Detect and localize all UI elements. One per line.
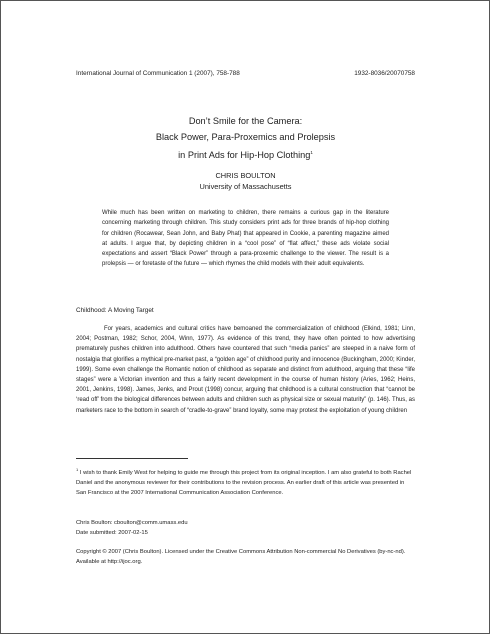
author-email: Chris Boulton: cboulton@comm.umass.edu <box>76 520 188 526</box>
article-title <box>76 113 415 163</box>
issn: 1932-8036/20070758 <box>354 70 415 77</box>
title-line-2: Black Power, Para-Proxemics and Prolepsis <box>155 132 336 142</box>
contact-info <box>76 518 415 538</box>
date-submitted: Date submitted: 2007-02-15 <box>76 530 148 537</box>
footnote-mark: 1 <box>76 467 79 472</box>
running-header <box>76 70 415 77</box>
abstract: While much has been written on marketing to children, there remains a curious gap in the literature concerning marketing through children. This study considers print ads for three brands of hip-hop clothing for children (Rocawear, Sean John, and Baby Phat) that appeared in Cookie, a parenting magazine aimed at adults. I argue that, by depicting children in a “cool pose” of “flat affect,” these ads violate social expectations and assert “Black Power” through a para-proxemic challenge to the viewer. The result is a prolepsis — or foretaste of the future — which rhymes the child models with their adult equivalents. <box>102 210 389 268</box>
title-line-3-text: in Print Ads for Hip-Hop Clothing <box>178 150 311 161</box>
author-name: CHRIS BOULTON <box>215 171 276 180</box>
title-line-3 <box>76 145 415 163</box>
footnote-divider <box>76 458 188 459</box>
footnote <box>76 465 415 499</box>
footnote-text: I wish to thank Emily West for helping to guide me through this project from its original inception. I am also grateful to both Rachel Daniel and the anonymous reviewer for their contributions to the revision process. An earlier draft of this article was presented in San Francisco at the 2007 International Communication Association Conference. <box>76 469 412 497</box>
journal-citation: International Journal of Communication 1 (2007), 758-788 <box>76 70 240 77</box>
title-line-1: Don’t Smile for the Camera: <box>188 116 303 126</box>
body-paragraph: For years, academics and cultural critics have bemoaned the commercialization of childhood (Elkind, 1981; Linn, 2004; Postman, 1982; Schor, 2004, Winn, 1977). As evidence of this trend, they have often pointed to how advertising prematurely pushes children into adulthood. Others have countered that such “media panics” are steeped in a naive form of nostalgia that glorifies a mythical pre-market past, a “golden age” of childhood purity and innocence (Buckingham, 2000; Kinder, 1999). Some even challenge the Romantic notion of childhood as separate and distinct from adulthood, arguing that these “life stages” were a Victorian invention and thus a fairly recent development in the course of human history (Aries, 1962; Heins, 2001, Jenkins, 1998). James, Jenks, and Prout (1998) concur, arguing that childhood is a cultural construction that “cannot be ‘read off’ from the biological differences between adults and children such as physical size or sexual maturity” (p. 146). Thus, as marketers race to the bottom in search of “cradle-to-grave” brand loyalty, some may protest the exploitation of young children <box>76 326 415 414</box>
author-block <box>76 171 415 192</box>
author-affiliation: University of Massachusetts <box>199 181 292 191</box>
section-heading: Childhood: A Moving Target <box>76 307 154 314</box>
copyright-notice: Copyright © 2007 (Chris Boulton). Licensed under the Creative Commons Attribution Non-commercial No Derivatives (by-nc-nd). Available at http://ijoc.org. <box>76 549 406 566</box>
title-footnote-mark[interactable]: 1 <box>310 150 313 155</box>
body-text <box>76 324 415 416</box>
